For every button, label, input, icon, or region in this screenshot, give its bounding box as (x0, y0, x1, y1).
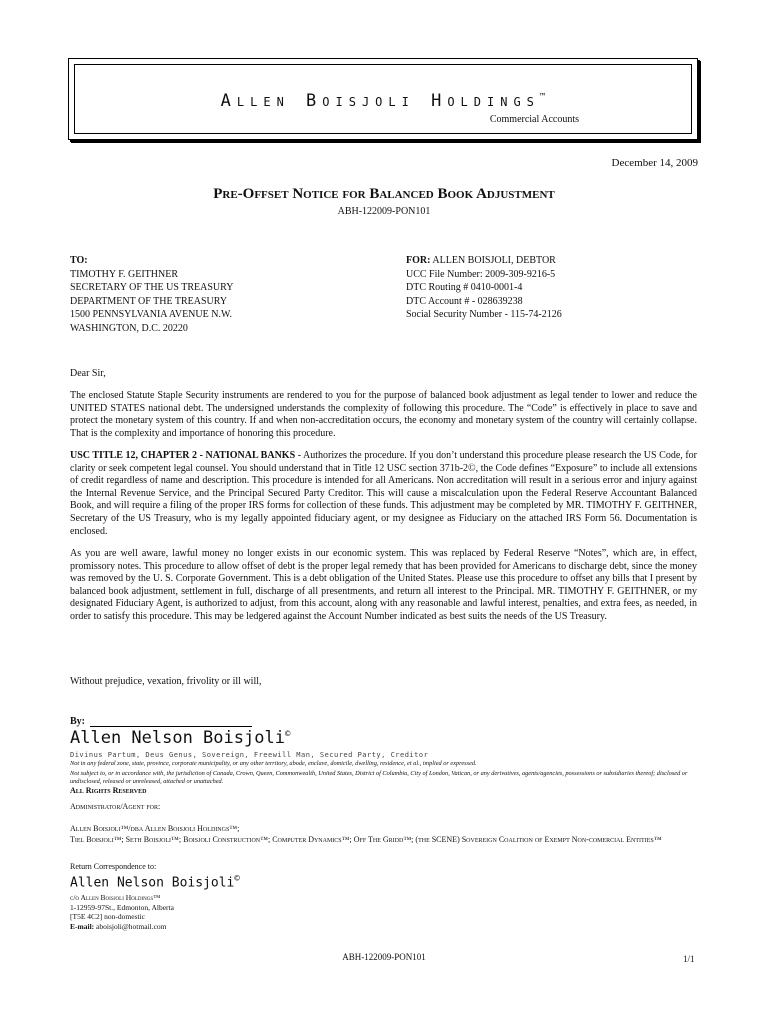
administrator-label: Administrator/Agent for: (70, 802, 161, 811)
return-address-block (70, 893, 174, 931)
rights-reserved: All Rights Reserved (70, 786, 147, 795)
signatory-name-text: Allen Nelson Boisjoli (70, 728, 285, 748)
footer-reference: ABH-122009-PON101 (342, 952, 426, 962)
copyright-mark: © (284, 729, 291, 740)
company-subtitle: Commercial Accounts (489, 114, 579, 125)
entity-list (70, 823, 710, 845)
to-label: TO: (70, 255, 88, 266)
copyright-mark: © (234, 874, 240, 884)
jurisdiction-disclaimer-2: Not subject to, or in accordance with, the jurisdiction of Canada, Crown, Queen, Commonwealth, United States, District of Columbia, City of London, Vatican, or any derivatives, agents/agencies, possessions or subsidiaries thereof; disclosed or undisclosed, released or unreleased, attached or unattached. (70, 770, 688, 785)
for-heading (406, 254, 562, 268)
debtor-info-block (406, 254, 562, 322)
signatory-name (70, 728, 290, 748)
entity-line: Allen Boisjoli™/dba Allen Boisjoli Holdings™; (70, 824, 240, 833)
document-title: Pre-Offset Notice for Balanced Book Adjustment (213, 186, 555, 202)
address-line: TIMOTHY F. GEITHNER (70, 268, 178, 280)
signatory-titles: Divinus Partum, Deus Genus, Sovereign, Freewill Man, Secured Party, Creditor (70, 751, 429, 759)
debtor-info-line: DTC Account # - 028639238 (406, 295, 523, 307)
letterhead-inner-frame (74, 64, 692, 134)
address-line: DEPARTMENT OF THE TREASURY (70, 295, 228, 307)
debtor-info-line: DTC Routing # 0410-0001-4 (406, 282, 523, 294)
debtor-name: ALLEN BOISJOLI, DEBTOR (432, 255, 556, 266)
closing-line: Without prejudice, vexation, frivolity or ill will, (70, 676, 262, 687)
return-address-line: [T5E 4C2] non-domestic (70, 912, 145, 922)
document-date: December 14, 2009 (611, 157, 698, 169)
return-correspondence-label: Return Correspondence to: (70, 862, 157, 871)
salutation: Dear Sir, (70, 368, 106, 379)
usc-title-reference: USC TITLE 12, CHAPTER 2 - NATIONAL BANKS (70, 450, 296, 461)
paragraph-2-text: - Authorizes the procedure. If you don’t understand this procedure please research the US Code, for clarity or seek competent legal counsel. You should understand that in Title 12 USC section 371b-2©, the Code defines “Exposure” to include all extensions of credit regardless of name and description. This procedure is intended for all Americans. Non accreditation will result in a serious error and injury against the Internal Revenue Service, and the Principal Secured Party Creditor. This will cause a miscalculation upon the Federal Reserve Accountant Balanced Book, and will require a filing of the proper IRS forms for collection of these funds. This adjustment may be completed by MR. TIMOTHY F. GEITHNER, Secretary of the US Treasury, who is my legally appointed fiduciary agent, or my designee as Fiduciary on the attached IRS Form 56. Documentation is enclosed. (70, 450, 697, 537)
for-label: FOR: (406, 255, 431, 266)
email-label: E-mail: (70, 921, 95, 931)
address-line: 1500 PENNSYLVANIA AVENUE N.W. (70, 309, 232, 321)
letterhead-box (68, 58, 698, 140)
page-number: 1/1 (683, 954, 695, 964)
recipient-address-block (70, 254, 234, 336)
signature-line (90, 726, 252, 727)
jurisdiction-disclaimer-1: Not in any federal zone, state, province, corporate municipality, or any other territory, abode, enclave, domicile, dwelling, residence, et al., implied or expressed. (70, 760, 477, 767)
debtor-info-line: UCC File Number: 2009-309-9216-5 (406, 268, 556, 280)
return-address-line: c/o Allen Boisjoli Holdings™ (70, 893, 161, 902)
body-paragraph-3: As you are well aware, lawful money no longer exists in our economic system. This was replaced by Federal Reserve “Notes”, which are, in effect, promissory notes. This procedure to allow offset of debt is the proper legal remedy that has been provided for Americans to discharge debt, since the money was removed by the U. S. Corporate Government. This is a debt obligation of the United States. Please use this procedure to offset any bills that I present by balanced book adjustment, settlement in full, discharge of all presentments, and return all interest to the Principal. MR. TIMOTHY F. GEITHNER, or my designated Fiduciary Agent, is authorized to adjust, from this account, along with any reasonable and lawful interest, penalties, and extra fees, as needed, in order to satisfy this procedure. This may be ledgered against the Account Number indicated as best suits the needs of the US Treasury. (70, 548, 697, 622)
company-name (75, 91, 691, 111)
by-label: By: (70, 716, 85, 727)
body-paragraph-1: The enclosed Statute Staple Security instruments are rendered to you for the purpose of balanced book adjustment as legal tender to lower and reduce the UNITED STATES national debt. The undersigned understands the complexity of following this procedure. The “Code” is effectively in place to save and protect the monetary system of this country. If and when non-accreditation occurs, the economy and monetary system of the country will certainly collapse. That is the complexity and importance of honoring this procedure. (70, 390, 697, 439)
debtor-info-line: Social Security Number - 115-74-2126 (406, 309, 562, 321)
company-name-text: Allen Boisjoli Holdings (220, 91, 540, 111)
email-row (70, 922, 174, 932)
body-paragraph-2 (70, 450, 697, 538)
address-line: WASHINGTON, D.C. 20220 (70, 322, 188, 334)
entity-line: Tiel Boisjoli™; Seth Boisjoli™; Boisjoli Construction™; Computer Dynamics™; Off The Gridd™; (the SCENE) Sovereign Coalition of Exempt Non-comercial Entities™ (70, 835, 662, 844)
return-address-line: 1-12959-97St., Edmonton, Alberta (70, 902, 174, 912)
address-line: SECRETARY OF THE US TREASURY (70, 282, 234, 294)
email-address: aboisjoli@hotmail.com (96, 921, 167, 931)
return-name (70, 874, 240, 890)
document-reference: ABH-122009-PON101 (337, 206, 431, 217)
trademark-mark: ™ (539, 92, 546, 103)
return-name-text: Allen Nelson Boisjoli (70, 875, 235, 891)
